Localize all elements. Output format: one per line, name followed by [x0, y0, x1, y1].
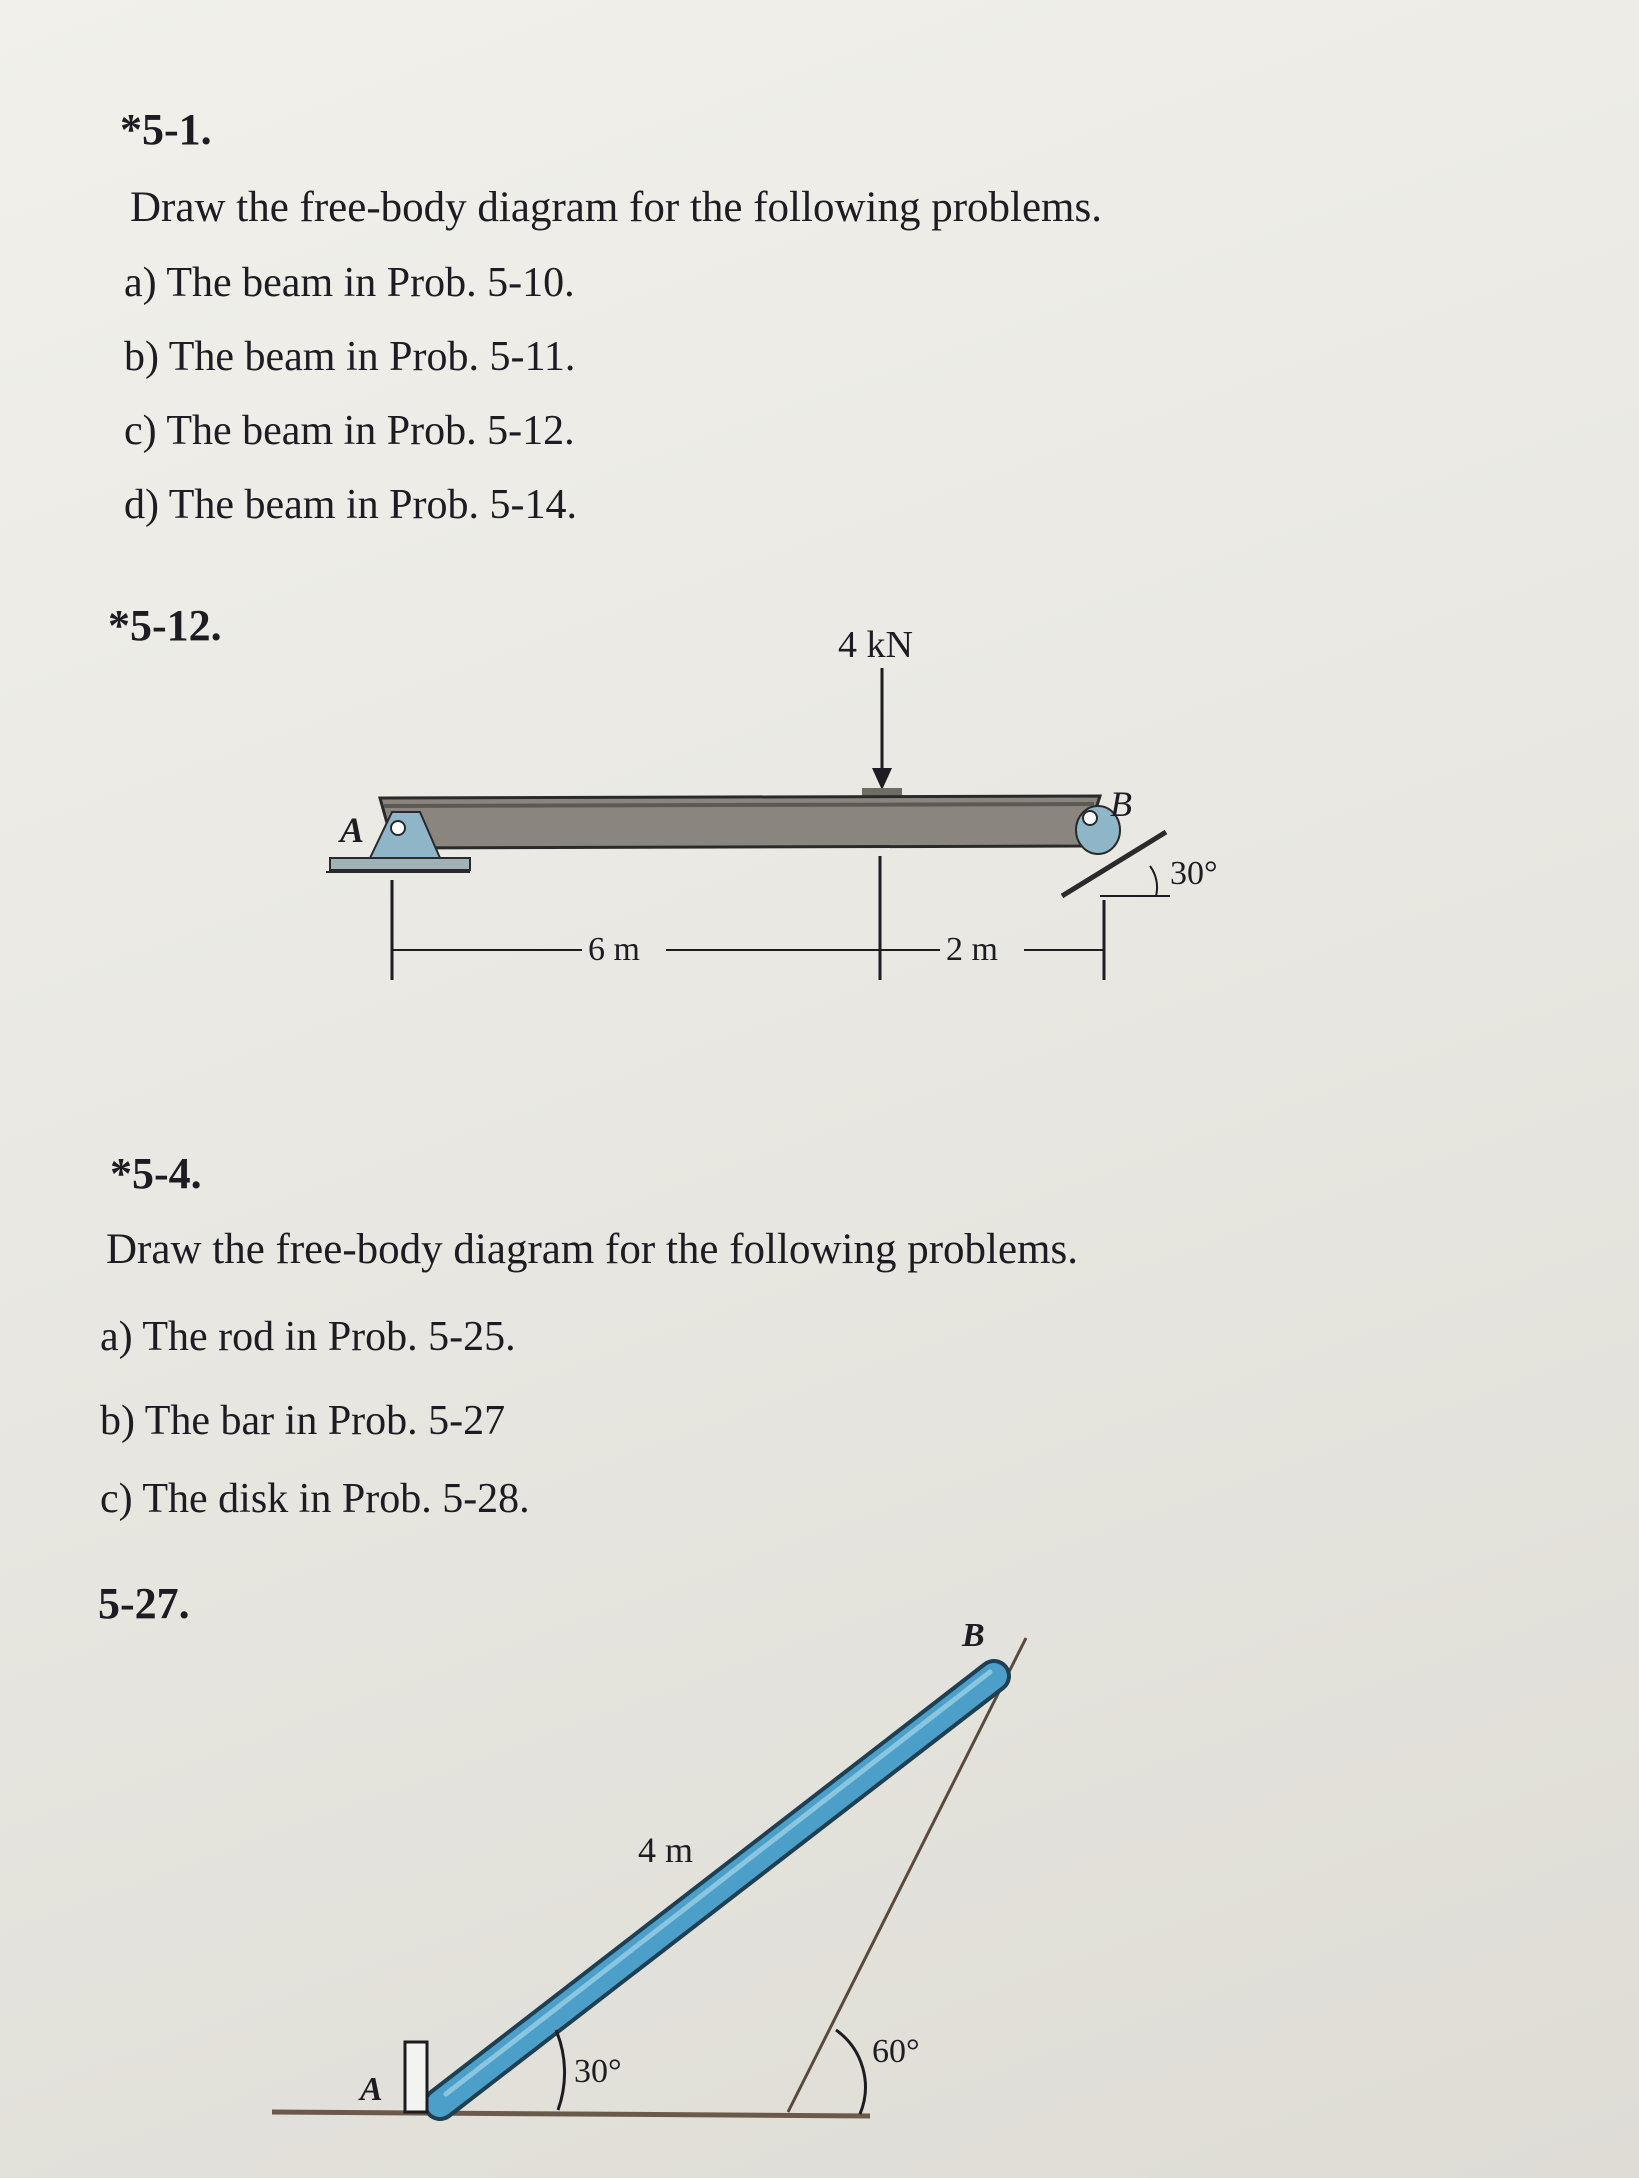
instruction-5-4: Draw the free-body diagram for the following problems. — [106, 1226, 1078, 1273]
dim-right-label: 2 m — [946, 931, 998, 968]
rod-length-label: 4 m — [638, 1830, 694, 1870]
angle-arc-rod — [556, 2030, 565, 2110]
support-a-label: A — [340, 810, 365, 850]
angle-b-label: 30° — [1170, 855, 1218, 892]
problem-number-5-4: *5-4. — [110, 1149, 202, 1198]
item-5-4-b: b) The bar in Prob. 5-27 — [100, 1398, 506, 1444]
item-5-1-c: c) The beam in Prob. 5-12. — [124, 408, 575, 454]
ground-line — [272, 2112, 870, 2116]
item-5-4-c: c) The disk in Prob. 5-28. — [100, 1476, 530, 1522]
figure-number-5-27: 5-27. — [98, 1579, 190, 1628]
angle-wall-label: 60° — [872, 2033, 920, 2070]
item-5-1-b: b) The beam in Prob. 5-11. — [124, 334, 576, 380]
load-label: 4 kN — [838, 624, 913, 666]
support-b-label: B — [1110, 784, 1132, 824]
instruction-5-1: Draw the free-body diagram for the following problems. — [130, 184, 1102, 231]
angle-arc-wall — [836, 2030, 865, 2114]
point-a-label: A — [360, 2071, 383, 2108]
item-5-1-d: d) The beam in Prob. 5-14. — [124, 482, 577, 528]
item-5-4-a: a) The rod in Prob. 5-25. — [100, 1314, 516, 1360]
point-b-label: B — [962, 1617, 985, 1654]
dim-left-label: 6 m — [588, 931, 640, 968]
angle-rod-label: 30° — [574, 2053, 622, 2090]
item-5-1-a: a) The beam in Prob. 5-10. — [124, 260, 575, 306]
block-a — [405, 2042, 427, 2112]
figure-number-5-12: *5-12. — [108, 601, 222, 650]
problem-number-5-1: *5-1. — [120, 105, 212, 154]
